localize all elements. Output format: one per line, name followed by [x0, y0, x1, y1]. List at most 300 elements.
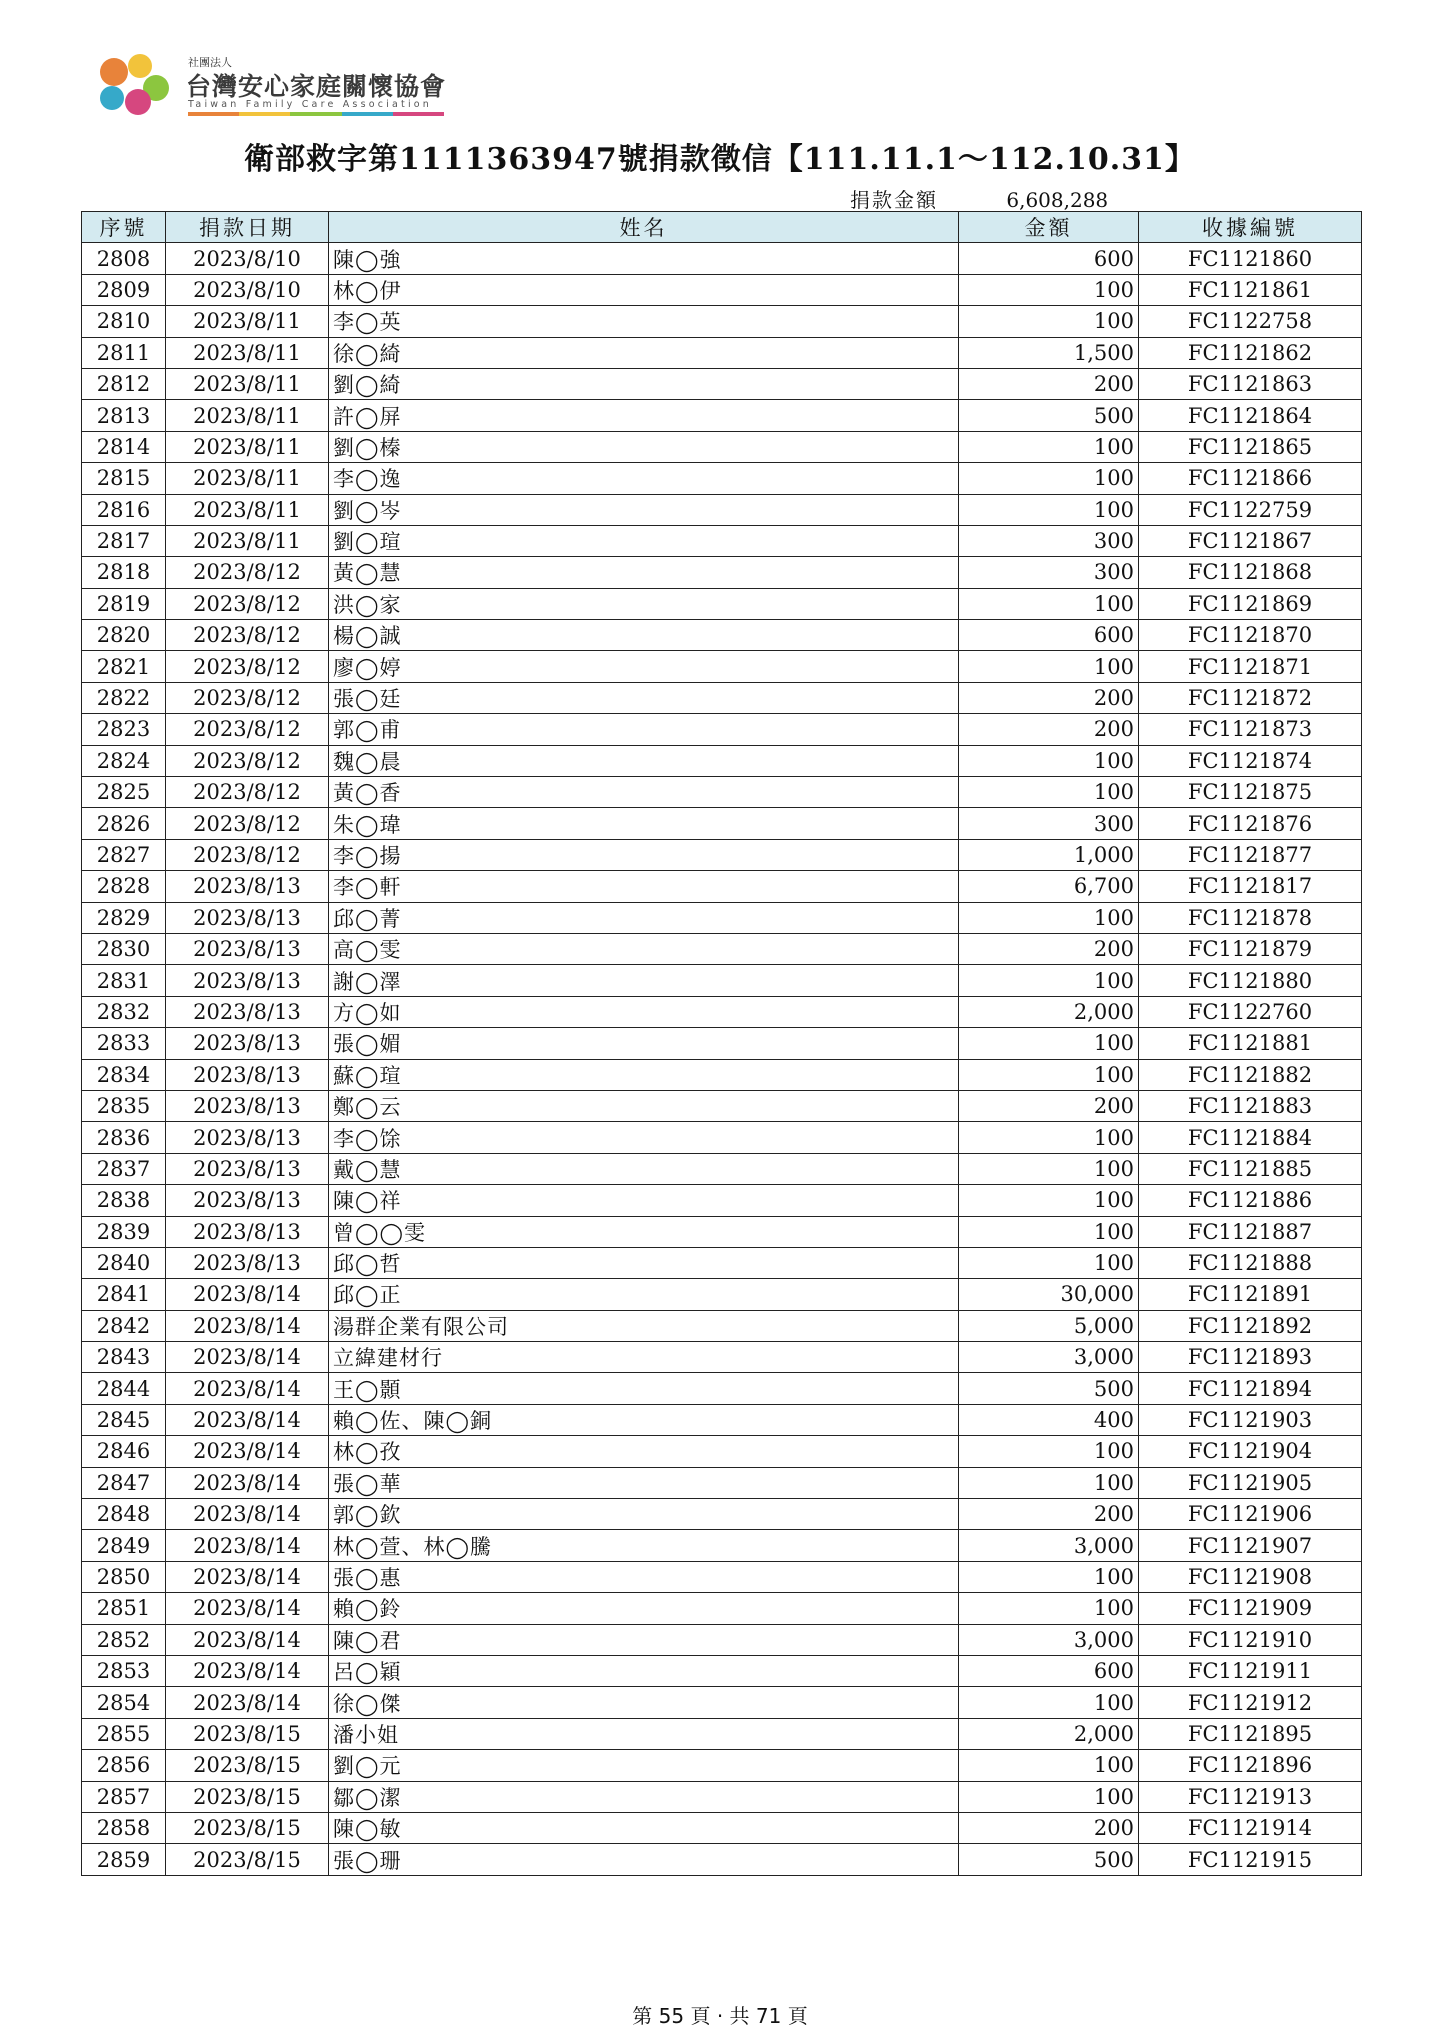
- cell-receipt: FC1121874: [1139, 745, 1362, 776]
- cell-seq: 2849: [82, 1530, 166, 1561]
- table-row: [82, 1185, 1362, 1216]
- cell-name: 張◯華: [329, 1467, 959, 1498]
- cell-seq: 2830: [82, 933, 166, 964]
- cell-receipt: FC1121875: [1139, 777, 1362, 808]
- cell-amount: 100: [959, 494, 1139, 525]
- cell-seq: 2838: [82, 1185, 166, 1216]
- table-row: [82, 1750, 1362, 1781]
- cell-seq: 2825: [82, 777, 166, 808]
- cell-name: 劉◯元: [329, 1750, 959, 1781]
- cell-date: 2023/8/12: [166, 557, 329, 588]
- cell-seq: 2848: [82, 1499, 166, 1530]
- cell-date: 2023/8/11: [166, 525, 329, 556]
- table-row: [82, 808, 1362, 839]
- cell-date: 2023/8/14: [166, 1373, 329, 1404]
- cell-receipt: FC1121906: [1139, 1499, 1362, 1530]
- cell-amount: 6,700: [959, 871, 1139, 902]
- cell-seq: 2847: [82, 1467, 166, 1498]
- cell-date: 2023/8/13: [166, 933, 329, 964]
- cell-name: 劉◯岑: [329, 494, 959, 525]
- cell-receipt: FC1121913: [1139, 1781, 1362, 1812]
- cell-date: 2023/8/14: [166, 1404, 329, 1435]
- cell-date: 2023/8/13: [166, 1153, 329, 1184]
- cell-seq: 2809: [82, 274, 166, 305]
- cell-name: 高◯雯: [329, 933, 959, 964]
- cell-name: 郭◯欽: [329, 1499, 959, 1530]
- cell-seq: 2854: [82, 1687, 166, 1718]
- cell-amount: 30,000: [959, 1279, 1139, 1310]
- cell-amount: 100: [959, 1122, 1139, 1153]
- cell-amount: 100: [959, 902, 1139, 933]
- cell-name: 張◯惠: [329, 1561, 959, 1592]
- logo-petal-blue: [100, 86, 124, 110]
- cell-date: 2023/8/14: [166, 1624, 329, 1655]
- cell-receipt: FC1121862: [1139, 337, 1362, 368]
- logo-petal-yellow: [128, 54, 152, 78]
- cell-date: 2023/8/11: [166, 337, 329, 368]
- table-row: [82, 682, 1362, 713]
- cell-date: 2023/8/10: [166, 243, 329, 274]
- cell-seq: 2843: [82, 1342, 166, 1373]
- cell-seq: 2845: [82, 1404, 166, 1435]
- cell-name: 劉◯榛: [329, 431, 959, 462]
- cell-name: 朱◯瑋: [329, 808, 959, 839]
- cell-amount: 100: [959, 306, 1139, 337]
- cell-amount: 100: [959, 1436, 1139, 1467]
- cell-seq: 2846: [82, 1436, 166, 1467]
- cell-amount: 100: [959, 463, 1139, 494]
- column-header-seq: 序號: [82, 212, 166, 243]
- cell-name: 謝◯澤: [329, 965, 959, 996]
- cell-date: 2023/8/11: [166, 306, 329, 337]
- column-header-date: 捐款日期: [166, 212, 329, 243]
- cell-name: 黃◯慧: [329, 557, 959, 588]
- cell-seq: 2859: [82, 1844, 166, 1875]
- org-type-label: 社團法人: [188, 56, 232, 69]
- cell-amount: 100: [959, 1467, 1139, 1498]
- cell-date: 2023/8/12: [166, 682, 329, 713]
- cell-seq: 2850: [82, 1561, 166, 1592]
- cell-name: 林◯萱、林◯騰: [329, 1530, 959, 1561]
- cell-seq: 2829: [82, 902, 166, 933]
- cell-amount: 5,000: [959, 1310, 1139, 1341]
- cell-name: 方◯如: [329, 996, 959, 1027]
- cell-seq: 2822: [82, 682, 166, 713]
- cell-seq: 2844: [82, 1373, 166, 1404]
- cell-seq: 2851: [82, 1593, 166, 1624]
- org-logo: [92, 50, 452, 120]
- cell-amount: 100: [959, 1153, 1139, 1184]
- cell-name: 賴◯佐、陳◯銅: [329, 1404, 959, 1435]
- cell-date: 2023/8/11: [166, 494, 329, 525]
- cell-name: 徐◯傑: [329, 1687, 959, 1718]
- cell-name: 郭◯甫: [329, 714, 959, 745]
- cell-receipt: FC1121880: [1139, 965, 1362, 996]
- cell-seq: 2840: [82, 1247, 166, 1278]
- table-row: [82, 839, 1362, 870]
- cell-seq: 2810: [82, 306, 166, 337]
- cell-receipt: FC1121865: [1139, 431, 1362, 462]
- table-row: [82, 996, 1362, 1027]
- table-row: [82, 1279, 1362, 1310]
- cell-name: 魏◯晨: [329, 745, 959, 776]
- cell-name: 洪◯家: [329, 588, 959, 619]
- cell-name: 林◯孜: [329, 1436, 959, 1467]
- cell-name: 劉◯綺: [329, 368, 959, 399]
- cell-receipt: FC1121896: [1139, 1750, 1362, 1781]
- cell-receipt: FC1121817: [1139, 871, 1362, 902]
- table-row: [82, 1342, 1362, 1373]
- cell-amount: 100: [959, 1750, 1139, 1781]
- cell-receipt: FC1121881: [1139, 1028, 1362, 1059]
- cell-receipt: FC1121907: [1139, 1530, 1362, 1561]
- table-row: [82, 1247, 1362, 1278]
- cell-date: 2023/8/12: [166, 777, 329, 808]
- cell-receipt: FC1121888: [1139, 1247, 1362, 1278]
- cell-receipt: FC1121885: [1139, 1153, 1362, 1184]
- cell-date: 2023/8/14: [166, 1342, 329, 1373]
- cell-date: 2023/8/14: [166, 1593, 329, 1624]
- cell-receipt: FC1121915: [1139, 1844, 1362, 1875]
- cell-name: 張◯媚: [329, 1028, 959, 1059]
- table-row: [82, 871, 1362, 902]
- cell-amount: 600: [959, 243, 1139, 274]
- cell-name: 立緯建材行: [329, 1342, 959, 1373]
- column-header-name: 姓名: [329, 212, 959, 243]
- cell-name: 鄒◯潔: [329, 1781, 959, 1812]
- cell-date: 2023/8/13: [166, 1247, 329, 1278]
- cell-amount: 1,500: [959, 337, 1139, 368]
- cell-amount: 200: [959, 1499, 1139, 1530]
- cell-amount: 100: [959, 777, 1139, 808]
- table-row: [82, 1153, 1362, 1184]
- table-row: [82, 1122, 1362, 1153]
- table-row: [82, 714, 1362, 745]
- table-row: [82, 1467, 1362, 1498]
- cell-name: 張◯廷: [329, 682, 959, 713]
- table-row: [82, 1090, 1362, 1121]
- table-row: [82, 933, 1362, 964]
- cell-amount: 100: [959, 651, 1139, 682]
- cell-amount: 100: [959, 588, 1139, 619]
- cell-receipt: FC1121877: [1139, 839, 1362, 870]
- cell-date: 2023/8/12: [166, 651, 329, 682]
- cell-name: 邱◯菁: [329, 902, 959, 933]
- total-label: 捐款金額: [850, 188, 938, 212]
- cell-name: 陳◯祥: [329, 1185, 959, 1216]
- table-row: [82, 777, 1362, 808]
- cell-amount: 1,000: [959, 839, 1139, 870]
- cell-name: 徐◯綺: [329, 337, 959, 368]
- cell-receipt: FC1121910: [1139, 1624, 1362, 1655]
- donation-table: [81, 211, 1362, 1876]
- cell-seq: 2832: [82, 996, 166, 1027]
- table-row: [82, 1404, 1362, 1435]
- cell-date: 2023/8/14: [166, 1687, 329, 1718]
- cell-date: 2023/8/15: [166, 1844, 329, 1875]
- cell-amount: 3,000: [959, 1530, 1139, 1561]
- cell-amount: 600: [959, 1655, 1139, 1686]
- document-title: 衛部救字第1111363947號捐款徵信【111.11.1～112.10.31】: [244, 142, 1196, 177]
- cell-date: 2023/8/13: [166, 1216, 329, 1247]
- cell-amount: 200: [959, 714, 1139, 745]
- cell-name: 潘小姐: [329, 1718, 959, 1749]
- column-header-amount: 金額: [959, 212, 1139, 243]
- table-row: [82, 965, 1362, 996]
- logo-color-bar: [188, 112, 444, 116]
- cell-seq: 2827: [82, 839, 166, 870]
- table-row: [82, 1781, 1362, 1812]
- cell-receipt: FC1121882: [1139, 1059, 1362, 1090]
- cell-receipt: FC1121914: [1139, 1812, 1362, 1843]
- table-row: [82, 1499, 1362, 1530]
- table-row: [82, 1561, 1362, 1592]
- cell-amount: 200: [959, 933, 1139, 964]
- cell-name: 黃◯香: [329, 777, 959, 808]
- cell-receipt: FC1121884: [1139, 1122, 1362, 1153]
- cell-seq: 2855: [82, 1718, 166, 1749]
- table-row: [82, 1310, 1362, 1341]
- column-header-receipt: 收據編號: [1139, 212, 1362, 243]
- cell-amount: 100: [959, 1687, 1139, 1718]
- cell-receipt: FC1121872: [1139, 682, 1362, 713]
- cell-receipt: FC1121887: [1139, 1216, 1362, 1247]
- cell-seq: 2816: [82, 494, 166, 525]
- cell-receipt: FC1121911: [1139, 1655, 1362, 1686]
- cell-date: 2023/8/13: [166, 996, 329, 1027]
- cell-receipt: FC1121879: [1139, 933, 1362, 964]
- cell-receipt: FC1122760: [1139, 996, 1362, 1027]
- cell-name: 李◯馀: [329, 1122, 959, 1153]
- cell-receipt: FC1121870: [1139, 620, 1362, 651]
- cell-amount: 100: [959, 1216, 1139, 1247]
- cell-amount: 100: [959, 1593, 1139, 1624]
- cell-amount: 500: [959, 1373, 1139, 1404]
- table-row: [82, 1059, 1362, 1090]
- cell-amount: 600: [959, 620, 1139, 651]
- table-row: [82, 902, 1362, 933]
- cell-date: 2023/8/13: [166, 1185, 329, 1216]
- cell-receipt: FC1121886: [1139, 1185, 1362, 1216]
- cell-date: 2023/8/14: [166, 1436, 329, 1467]
- cell-date: 2023/8/14: [166, 1561, 329, 1592]
- cell-date: 2023/8/12: [166, 808, 329, 839]
- cell-receipt: FC1121905: [1139, 1467, 1362, 1498]
- cell-amount: 3,000: [959, 1624, 1139, 1655]
- table-row: [82, 306, 1362, 337]
- cell-seq: 2828: [82, 871, 166, 902]
- cell-seq: 2831: [82, 965, 166, 996]
- table-row: [82, 400, 1362, 431]
- cell-seq: 2823: [82, 714, 166, 745]
- cell-receipt: FC1121891: [1139, 1279, 1362, 1310]
- table-row: [82, 1436, 1362, 1467]
- cell-name: 邱◯哲: [329, 1247, 959, 1278]
- cell-amount: 100: [959, 1247, 1139, 1278]
- cell-seq: 2817: [82, 525, 166, 556]
- cell-seq: 2839: [82, 1216, 166, 1247]
- table-row: [82, 588, 1362, 619]
- table-row: [82, 651, 1362, 682]
- cell-date: 2023/8/12: [166, 588, 329, 619]
- logo-petal-pink: [125, 89, 151, 115]
- cell-name: 林◯伊: [329, 274, 959, 305]
- cell-receipt: FC1122758: [1139, 306, 1362, 337]
- cell-seq: 2818: [82, 557, 166, 588]
- cell-seq: 2820: [82, 620, 166, 651]
- cell-receipt: FC1121860: [1139, 243, 1362, 274]
- cell-name: 邱◯正: [329, 1279, 959, 1310]
- cell-name: 張◯珊: [329, 1844, 959, 1875]
- cell-receipt: FC1121863: [1139, 368, 1362, 399]
- cell-name: 陳◯強: [329, 243, 959, 274]
- table-row: [82, 337, 1362, 368]
- total-value: 6,608,288: [1006, 188, 1109, 212]
- cell-receipt: FC1121867: [1139, 525, 1362, 556]
- cell-seq: 2834: [82, 1059, 166, 1090]
- table-row: [82, 1373, 1362, 1404]
- cell-name: 李◯逸: [329, 463, 959, 494]
- cell-seq: 2841: [82, 1279, 166, 1310]
- cell-seq: 2824: [82, 745, 166, 776]
- table-row: [82, 1624, 1362, 1655]
- cell-amount: 400: [959, 1404, 1139, 1435]
- cell-date: 2023/8/13: [166, 965, 329, 996]
- table-row: [82, 525, 1362, 556]
- cell-amount: 200: [959, 368, 1139, 399]
- cell-seq: 2826: [82, 808, 166, 839]
- cell-name: 呂◯穎: [329, 1655, 959, 1686]
- cell-receipt: FC1121864: [1139, 400, 1362, 431]
- cell-receipt: FC1121893: [1139, 1342, 1362, 1373]
- cell-seq: 2833: [82, 1028, 166, 1059]
- cell-amount: 100: [959, 1059, 1139, 1090]
- cell-seq: 2852: [82, 1624, 166, 1655]
- cell-date: 2023/8/15: [166, 1718, 329, 1749]
- logo-petal-orange: [100, 58, 128, 86]
- cell-receipt: FC1121894: [1139, 1373, 1362, 1404]
- cell-amount: 100: [959, 1028, 1139, 1059]
- cell-name: 湯群企業有限公司: [329, 1310, 959, 1341]
- cell-receipt: FC1121912: [1139, 1687, 1362, 1718]
- cell-seq: 2812: [82, 368, 166, 399]
- cell-date: 2023/8/13: [166, 1028, 329, 1059]
- cell-amount: 100: [959, 965, 1139, 996]
- cell-receipt: FC1121903: [1139, 1404, 1362, 1435]
- cell-seq: 2811: [82, 337, 166, 368]
- cell-amount: 2,000: [959, 1718, 1139, 1749]
- cell-name: 賴◯鈴: [329, 1593, 959, 1624]
- cell-receipt: FC1121883: [1139, 1090, 1362, 1121]
- cell-seq: 2837: [82, 1153, 166, 1184]
- cell-date: 2023/8/14: [166, 1655, 329, 1686]
- cell-name: 陳◯敏: [329, 1812, 959, 1843]
- cell-name: 曾◯◯雯: [329, 1216, 959, 1247]
- table-row: [82, 1216, 1362, 1247]
- cell-amount: 500: [959, 1844, 1139, 1875]
- cell-amount: 200: [959, 1090, 1139, 1121]
- cell-receipt: FC1121909: [1139, 1593, 1362, 1624]
- cell-receipt: FC1121873: [1139, 714, 1362, 745]
- table-row: [82, 557, 1362, 588]
- cell-name: 楊◯誠: [329, 620, 959, 651]
- table-row: [82, 745, 1362, 776]
- cell-name: 李◯英: [329, 306, 959, 337]
- table-row: [82, 431, 1362, 462]
- cell-date: 2023/8/13: [166, 1059, 329, 1090]
- cell-receipt: FC1121892: [1139, 1310, 1362, 1341]
- cell-date: 2023/8/14: [166, 1467, 329, 1498]
- cell-date: 2023/8/10: [166, 274, 329, 305]
- cell-receipt: FC1121868: [1139, 557, 1362, 588]
- table-row: [82, 463, 1362, 494]
- cell-amount: 300: [959, 808, 1139, 839]
- cell-seq: 2835: [82, 1090, 166, 1121]
- cell-seq: 2814: [82, 431, 166, 462]
- table-row: [82, 620, 1362, 651]
- table-row: [82, 1844, 1362, 1875]
- cell-date: 2023/8/13: [166, 1090, 329, 1121]
- cell-amount: 100: [959, 274, 1139, 305]
- cell-name: 廖◯婷: [329, 651, 959, 682]
- cell-seq: 2821: [82, 651, 166, 682]
- table-row: [82, 1593, 1362, 1624]
- table-row: [82, 274, 1362, 305]
- cell-date: 2023/8/11: [166, 463, 329, 494]
- cell-amount: 300: [959, 525, 1139, 556]
- cell-date: 2023/8/12: [166, 620, 329, 651]
- cell-amount: 100: [959, 431, 1139, 462]
- total-donation: [850, 184, 1108, 213]
- table-row: [82, 368, 1362, 399]
- cell-date: 2023/8/14: [166, 1530, 329, 1561]
- cell-amount: 200: [959, 682, 1139, 713]
- cell-date: 2023/8/11: [166, 431, 329, 462]
- cell-name: 李◯軒: [329, 871, 959, 902]
- cell-amount: 200: [959, 1812, 1139, 1843]
- table-row: [82, 243, 1362, 274]
- cell-seq: 2819: [82, 588, 166, 619]
- cell-date: 2023/8/14: [166, 1499, 329, 1530]
- table-header-row: [82, 212, 1362, 243]
- cell-receipt: FC1121878: [1139, 902, 1362, 933]
- cell-seq: 2853: [82, 1655, 166, 1686]
- cell-date: 2023/8/12: [166, 714, 329, 745]
- cell-amount: 100: [959, 1185, 1139, 1216]
- cell-amount: 100: [959, 1561, 1139, 1592]
- cell-amount: 2,000: [959, 996, 1139, 1027]
- cell-amount: 500: [959, 400, 1139, 431]
- cell-name: 陳◯君: [329, 1624, 959, 1655]
- cell-name: 許◯屏: [329, 400, 959, 431]
- table-row: [82, 1718, 1362, 1749]
- cell-amount: 100: [959, 1781, 1139, 1812]
- table-row: [82, 1687, 1362, 1718]
- cell-amount: 100: [959, 745, 1139, 776]
- cell-name: 鄭◯云: [329, 1090, 959, 1121]
- cell-seq: 2815: [82, 463, 166, 494]
- cell-amount: 300: [959, 557, 1139, 588]
- cell-receipt: FC1121869: [1139, 588, 1362, 619]
- table-row: [82, 1530, 1362, 1561]
- cell-name: 戴◯慧: [329, 1153, 959, 1184]
- cell-receipt: FC1121871: [1139, 651, 1362, 682]
- cell-name: 蘇◯瑄: [329, 1059, 959, 1090]
- cell-seq: 2858: [82, 1812, 166, 1843]
- org-name: 台灣安心家庭關懷協會: [186, 72, 447, 101]
- table-row: [82, 1812, 1362, 1843]
- cell-date: 2023/8/13: [166, 871, 329, 902]
